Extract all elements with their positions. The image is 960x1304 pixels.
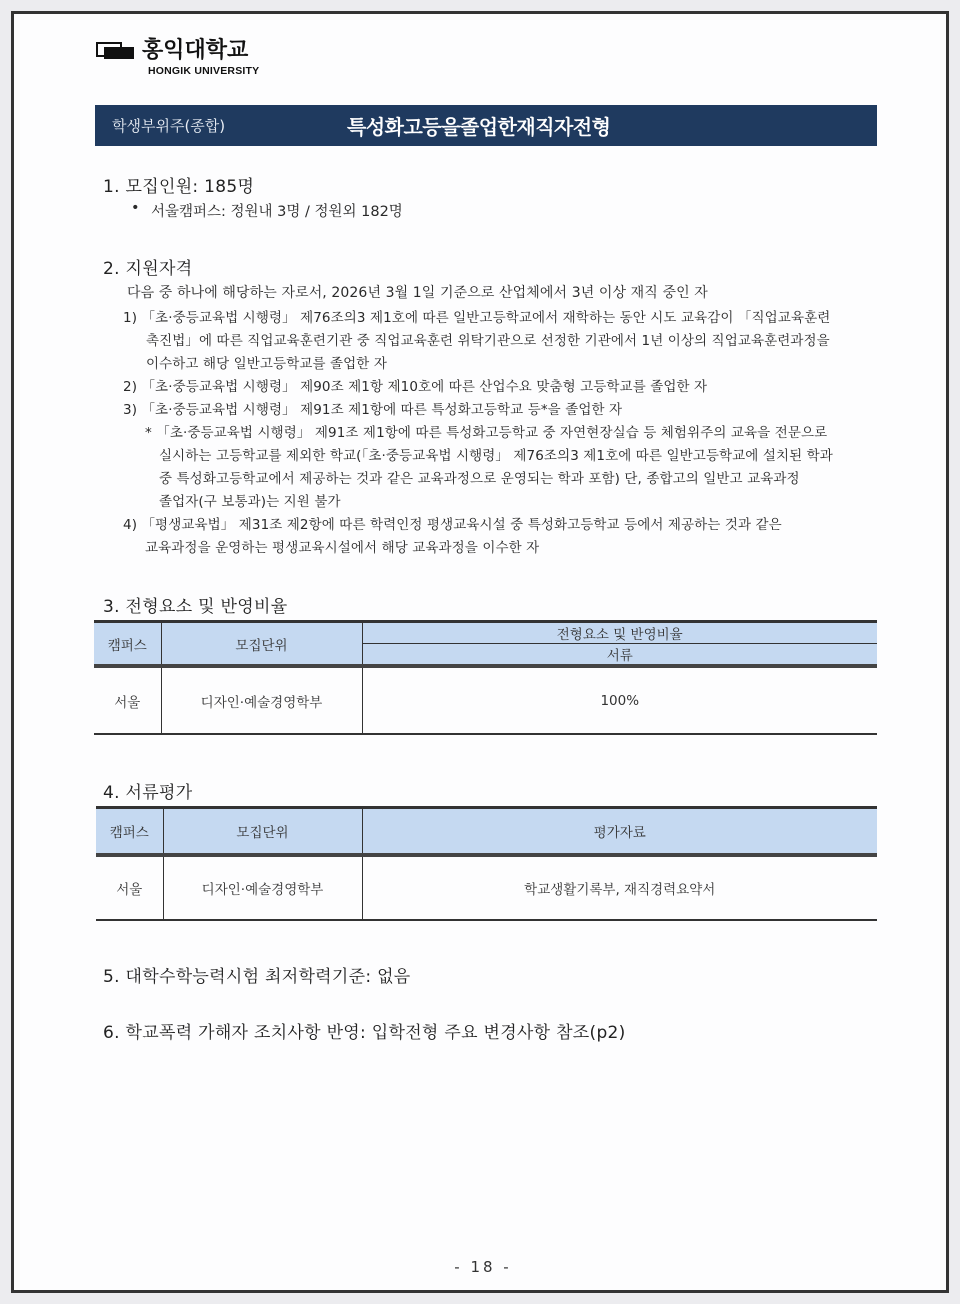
cell-campus: 서울 [94, 666, 161, 734]
section-1-heading: 1. 모집인원: 185명 [103, 177, 255, 197]
eligibility-note-line-1: * 「초·중등교육법 시행령」 제91조 제1항에 따른 특성화고등학교 중 자연현장실습 등 체험위주의 교육을 전문으로 [145, 425, 828, 441]
eligibility-item-1-line-1: 1) 「초·중등교육법 시행령」 제76조의3 제1호에 따른 일반고등학교에서 재학하는 동안 시도 교육감이 「직업교육훈련 [123, 310, 831, 326]
page-number: - 18 - [454, 1258, 512, 1276]
eligibility-item-3: 3) 「초·중등교육법 시행령」 제91조 제1항에 따른 특성화고등학교 등*을 졸업한 자 [123, 402, 623, 418]
section-2-heading: 2. 지원자격 [103, 259, 193, 279]
admission-category: 학생부위주(종합) [112, 117, 226, 135]
eligibility-item-4-line-1: 4) 「평생교육법」 제31조 제2항에 따른 학력인정 평생교육시설 중 특성화고등학교 등에서 제공하는 것과 같은 [123, 517, 782, 533]
cell-campus: 서울 [96, 855, 163, 920]
section-1-bullet: 서울캠퍼스: 정원내 3명 / 정원외 182명 [151, 204, 403, 220]
document-evaluation-table [96, 806, 877, 921]
section-5-heading: 5. 대학수학능력시험 최저학력기준: 없음 [103, 967, 411, 987]
col-header-evaluation-materials: 평가자료 [362, 808, 877, 855]
eligibility-note-line-3: 중 특성화고등학교에서 제공하는 것과 같은 교육과정으로 운영되는 학과 포함) 단, 종합고의 일반고 교육과정 [159, 471, 800, 487]
section-4-heading: 4. 서류평가 [103, 783, 193, 803]
table-row [94, 666, 877, 734]
eligibility-note-line-4: 졸업자(구 보통과)는 지원 불가 [159, 494, 341, 510]
eligibility-item-1-line-2: 촉진법」에 따른 직업교육훈련기관 중 직업교육훈련 위탁기관으로 선정한 기관에서 1년 이상의 직업교육훈련과정을 [146, 333, 830, 349]
col-header-campus: 캠퍼스 [94, 622, 161, 667]
section-3-heading: 3. 전형요소 및 반영비율 [103, 597, 288, 617]
cell-unit: 디자인·예술경영학부 [161, 666, 362, 734]
table-row [96, 855, 877, 920]
logo-korean-text: 홍익대학교 [142, 38, 249, 63]
col-header-unit: 모집단위 [161, 622, 362, 667]
cell-materials: 학교생활기록부, 재직경력요약서 [362, 855, 877, 920]
admission-title: 특성화고등을졸업한재직자전형 [347, 115, 611, 139]
col-header-unit: 모집단위 [163, 808, 362, 855]
col-header-selection-ratio: 전형요소 및 반영비율 [362, 622, 877, 644]
eligibility-item-2: 2) 「초·중등교육법 시행령」 제90조 제1항 제10호에 따른 산업수요 맞춤형 고등학교를 졸업한 자 [123, 379, 708, 395]
eligibility-item-4-line-2: 교육과정을 운영하는 평생교육시설에서 해당 교육과정을 이수한 자 [145, 540, 540, 556]
logo-english-text: HONGIK UNIVERSITY [148, 65, 260, 77]
cell-unit: 디자인·예술경영학부 [163, 855, 362, 920]
cell-ratio: 100% [362, 666, 877, 734]
col-header-documents: 서류 [362, 644, 877, 667]
eligibility-item-1-line-3: 이수하고 해당 일반고등학교를 졸업한 자 [146, 356, 387, 372]
document-page [11, 11, 949, 1293]
selection-ratio-table [94, 620, 877, 735]
bullet-icon: • [131, 200, 140, 216]
hongik-logo-icon [96, 42, 136, 60]
admission-title-bar [95, 105, 877, 146]
section-6-heading: 6. 학교폭력 가해자 조치사항 반영: 입학전형 주요 변경사항 참조(p2) [103, 1023, 626, 1043]
col-header-campus: 캠퍼스 [96, 808, 163, 855]
eligibility-intro: 다음 중 하나에 해당하는 자로서, 2026년 3월 1일 기준으로 산업체에서 3년 이상 재직 중인 자 [127, 285, 708, 301]
eligibility-note-line-2: 실시하는 고등학교를 제외한 학교(「초·중등교육법 시행령」 제76조의3 제1호에 따른 일반고등학교에 설치된 학과 [159, 448, 833, 464]
university-logo [96, 40, 259, 77]
